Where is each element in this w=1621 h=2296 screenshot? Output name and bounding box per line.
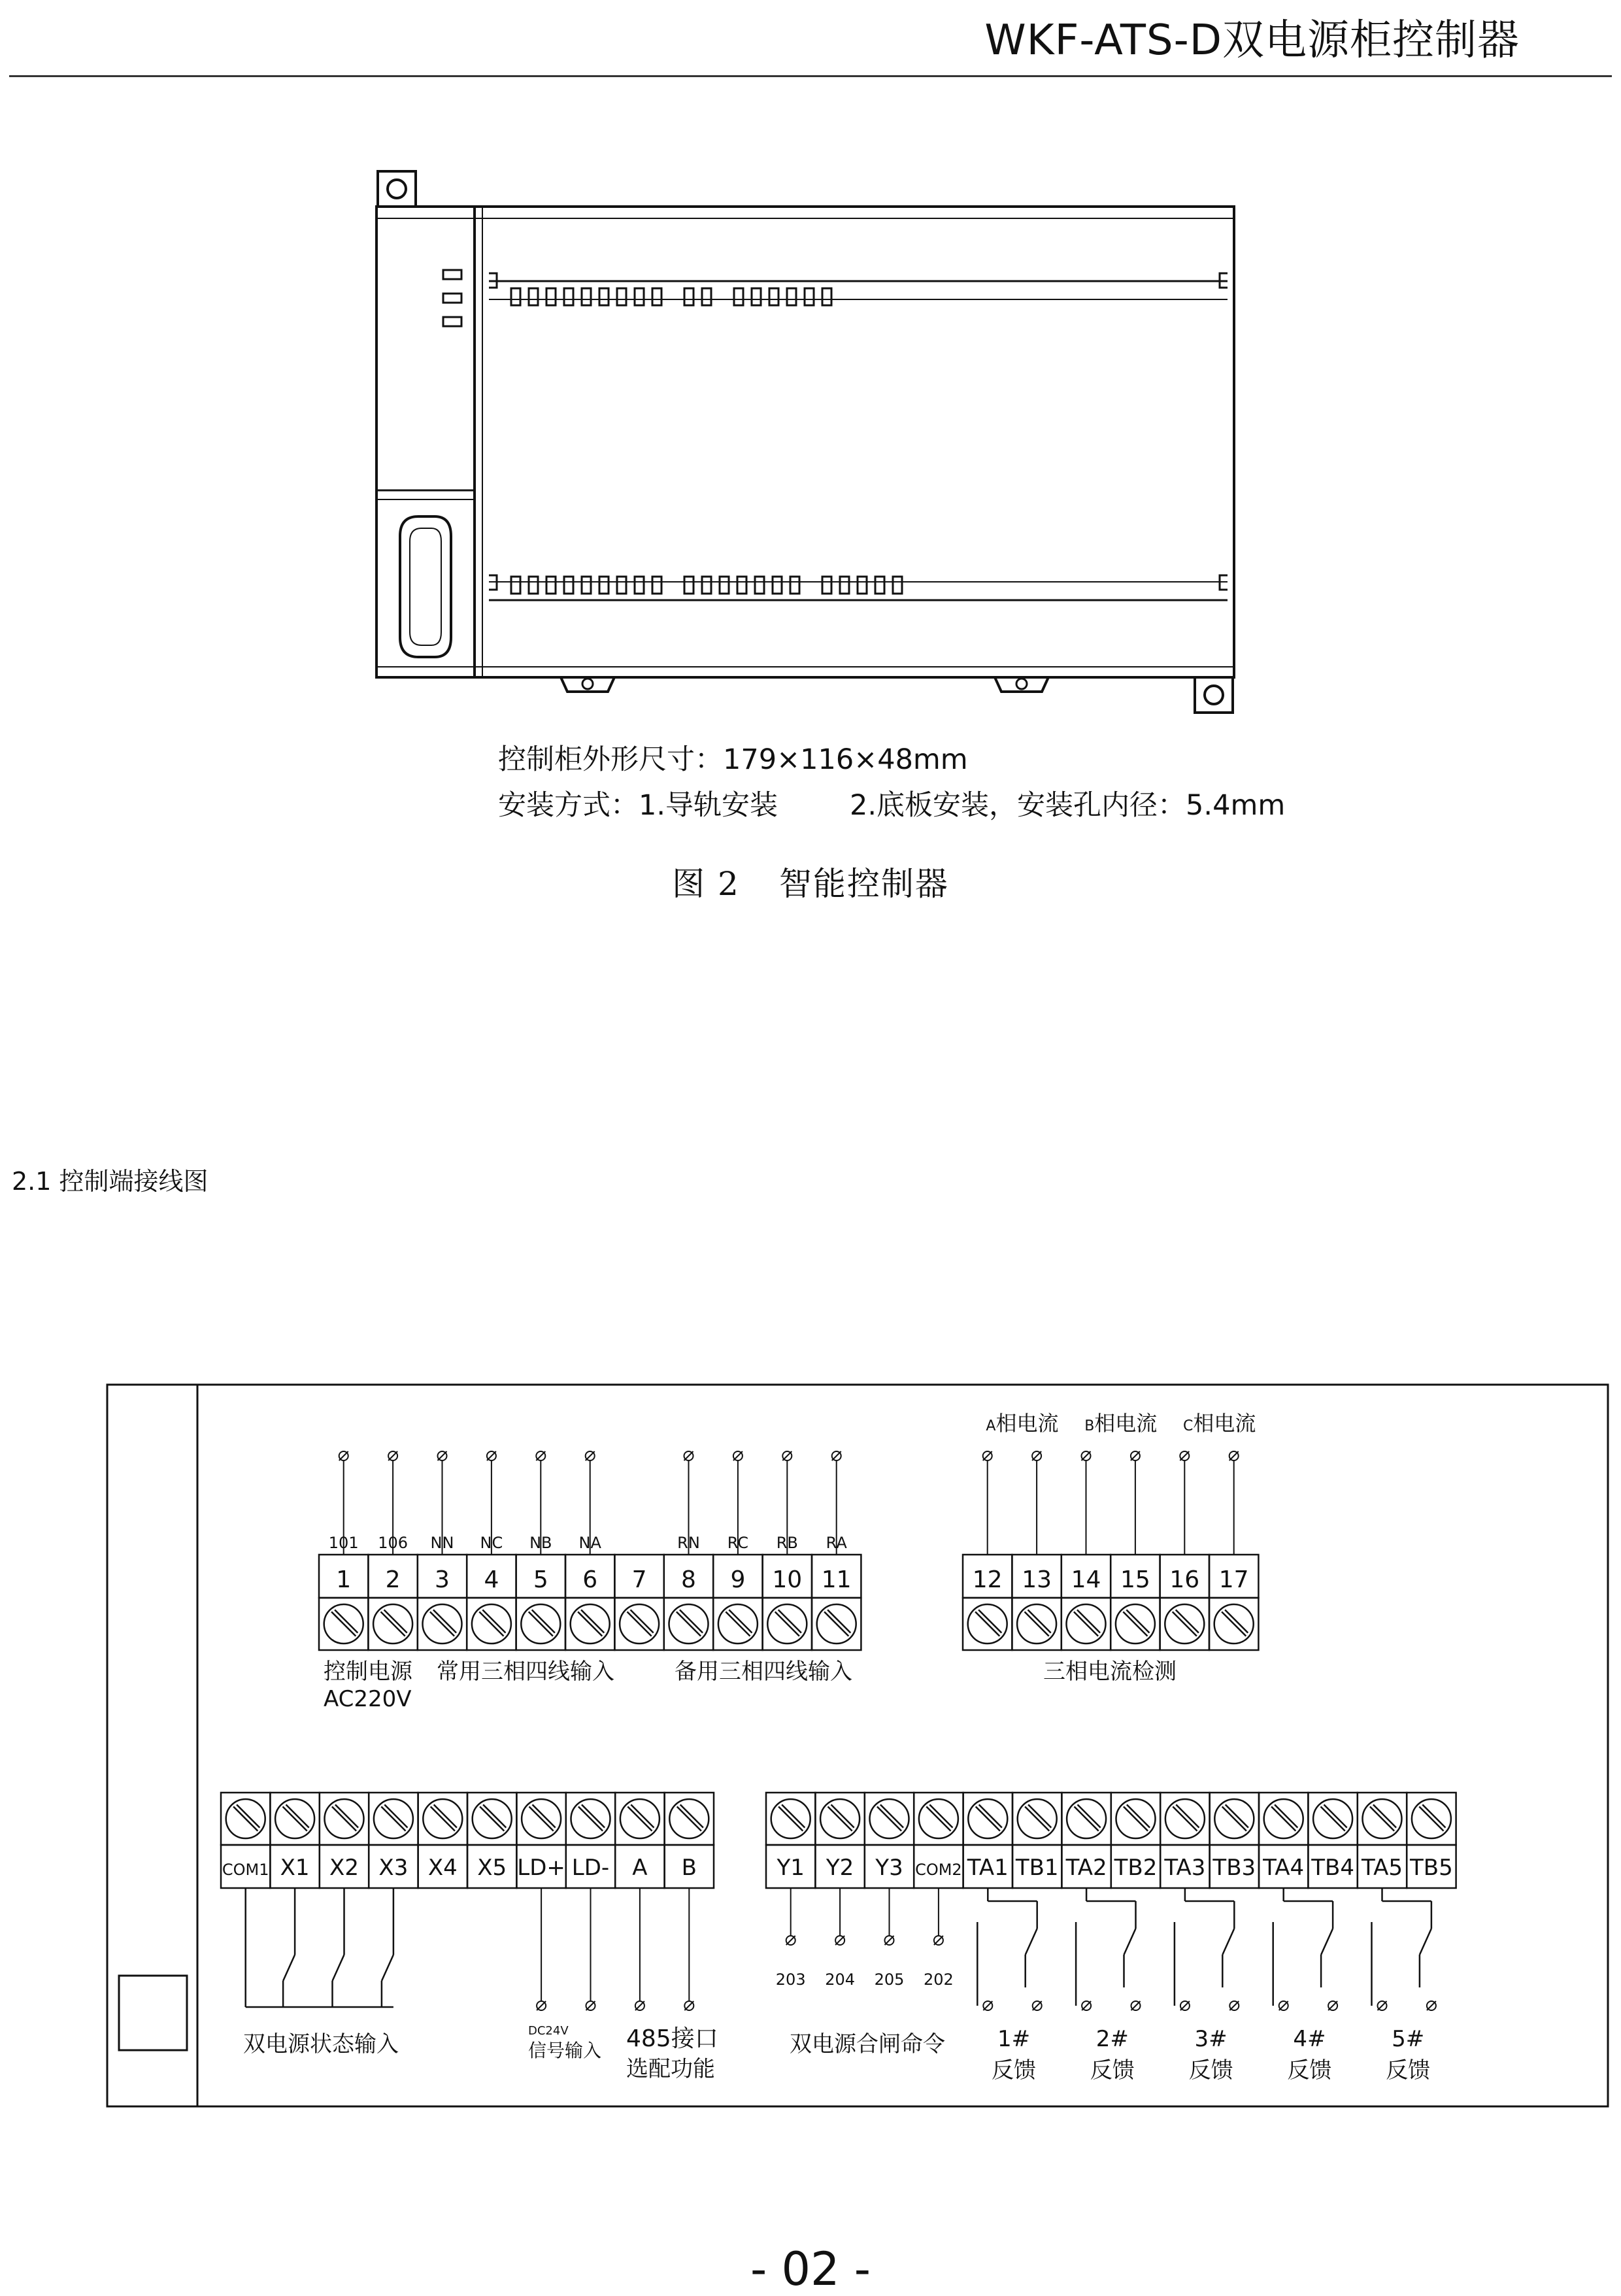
terminal-slot bbox=[769, 288, 778, 305]
figure-title: 智能控制器 bbox=[778, 865, 949, 903]
terminal-slot bbox=[564, 577, 573, 594]
mounting-spec-2: 2.底板安装，安装孔内径：5.4mm bbox=[850, 789, 1286, 822]
terminal-number-16: 16 bbox=[1169, 1566, 1200, 1593]
terminal-slot bbox=[617, 288, 626, 305]
terminal-slot bbox=[858, 577, 867, 594]
terminal-slot bbox=[564, 288, 573, 305]
terminal-slot bbox=[582, 577, 591, 594]
terminal-number-12: 12 bbox=[972, 1566, 1003, 1593]
terminal-slot bbox=[755, 577, 764, 594]
feedback-contact-3 bbox=[1175, 1888, 1239, 2084]
output-code-204: 204 bbox=[825, 1970, 856, 1989]
terminal-code-NN: NN bbox=[430, 1534, 454, 1552]
terminal-slot bbox=[875, 577, 884, 594]
terminal-2 bbox=[368, 1451, 417, 1650]
terminal-number-9: 9 bbox=[730, 1566, 746, 1593]
terminal-label-LD-: LD- bbox=[571, 1855, 610, 1881]
terminal-B bbox=[665, 1793, 714, 1888]
feedback-contact-4 bbox=[1273, 1888, 1337, 2084]
terminal-slot bbox=[546, 288, 556, 305]
terminal-label-TA1: TA1 bbox=[967, 1855, 1009, 1881]
terminal-TB3 bbox=[1210, 1793, 1259, 1888]
terminal-number-14: 14 bbox=[1071, 1566, 1101, 1593]
feedback-contact-5 bbox=[1372, 1888, 1436, 2084]
current-label-B bbox=[1084, 1411, 1157, 1436]
terminal-number-10: 10 bbox=[772, 1566, 803, 1593]
terminal-14 bbox=[1061, 1451, 1111, 1650]
group-label-backup-input: 备用三相四线输入 bbox=[675, 1659, 852, 1685]
terminal-slot bbox=[702, 288, 711, 305]
document-title: WKF-ATS-D双电源柜控制器 bbox=[984, 16, 1520, 65]
terminal-15 bbox=[1111, 1451, 1160, 1650]
feedback-contact-1 bbox=[977, 1888, 1041, 2084]
terminal-slot bbox=[511, 288, 520, 305]
terminal-code-NA: NA bbox=[578, 1534, 601, 1552]
terminal-slot bbox=[582, 288, 591, 305]
terminal-slot bbox=[684, 288, 694, 305]
terminal-slot bbox=[752, 288, 761, 305]
terminal-3 bbox=[418, 1451, 467, 1650]
terminal-code-RB: RB bbox=[776, 1534, 798, 1552]
terminal-label-X3: X3 bbox=[378, 1855, 409, 1881]
feedback-label: 反馈 bbox=[992, 2057, 1036, 2084]
terminal-8 bbox=[664, 1451, 713, 1650]
figure-caption bbox=[0, 858, 1621, 905]
led-indicator bbox=[443, 317, 461, 326]
terminal-number-13: 13 bbox=[1022, 1566, 1052, 1593]
terminal-label-A: A bbox=[632, 1855, 648, 1881]
terminal-9 bbox=[713, 1451, 762, 1650]
label-optional: 选配功能 bbox=[626, 2056, 715, 2082]
current-label: A相电流 bbox=[986, 1411, 1059, 1436]
terminal-label-TB5: TB5 bbox=[1410, 1855, 1453, 1881]
db9-port bbox=[400, 516, 451, 657]
terminal-number-11: 11 bbox=[821, 1566, 852, 1593]
terminal-slot bbox=[546, 577, 556, 594]
terminal-slot bbox=[822, 288, 831, 305]
current-label-A bbox=[986, 1411, 1058, 1436]
terminal-TA2 bbox=[1061, 1793, 1111, 1888]
terminal-number-1: 1 bbox=[336, 1566, 352, 1593]
terminal-slot bbox=[734, 288, 743, 305]
terminal-label-X4: X4 bbox=[427, 1855, 458, 1881]
feedback-number-1: 1# bbox=[997, 2026, 1031, 2052]
mounting-spec-1: 安装方式：1.导轨安装 bbox=[498, 789, 778, 822]
wiring-diagram bbox=[221, 1411, 1456, 2084]
terminal-label-TA5: TA5 bbox=[1361, 1855, 1403, 1881]
terminal-X3 bbox=[369, 1793, 418, 1888]
terminal-slot bbox=[652, 288, 661, 305]
terminal-slot bbox=[787, 288, 796, 305]
terminal-slot bbox=[893, 577, 902, 594]
terminal-A bbox=[615, 1793, 664, 1888]
terminal-label-X2: X2 bbox=[329, 1855, 359, 1881]
terminal-slot bbox=[822, 577, 831, 594]
terminal-TB1 bbox=[1012, 1793, 1061, 1888]
terminal-X2 bbox=[320, 1793, 369, 1888]
terminal-code-RN: RN bbox=[677, 1534, 700, 1552]
feedback-label: 反馈 bbox=[1287, 2057, 1332, 2084]
terminal-TA5 bbox=[1358, 1793, 1407, 1888]
current-label: B相电流 bbox=[1084, 1411, 1158, 1436]
led-indicator bbox=[443, 294, 461, 303]
terminal-TA3 bbox=[1160, 1793, 1209, 1888]
terminal-16 bbox=[1160, 1451, 1209, 1650]
terminal-label-LD+: LD+ bbox=[517, 1855, 565, 1881]
terminal-slots-top bbox=[511, 288, 831, 305]
terminal-label-TA3: TA3 bbox=[1164, 1855, 1206, 1881]
terminal-slot bbox=[805, 288, 814, 305]
terminal-number-15: 15 bbox=[1120, 1566, 1150, 1593]
terminal-X5 bbox=[467, 1793, 516, 1888]
terminal-13 bbox=[1012, 1451, 1061, 1650]
figure-number: 图 2 bbox=[672, 865, 740, 903]
terminal-number-5: 5 bbox=[533, 1566, 548, 1593]
terminal-COM2 bbox=[914, 1793, 963, 1888]
feedback-contact-2 bbox=[1076, 1888, 1140, 2084]
page-number: - 02 - bbox=[750, 2242, 871, 2296]
terminal-TB2 bbox=[1111, 1793, 1160, 1888]
group-label-normal-input: 常用三相四线输入 bbox=[437, 1659, 614, 1685]
status-input-wiring bbox=[246, 1888, 393, 2007]
terminal-code-NC: NC bbox=[480, 1534, 503, 1552]
terminal-label-X5: X5 bbox=[477, 1855, 507, 1881]
terminal-TA1 bbox=[963, 1793, 1012, 1888]
feedback-number-2: 2# bbox=[1095, 2026, 1129, 2052]
terminal-label-TA2: TA2 bbox=[1065, 1855, 1107, 1881]
terminal-slot bbox=[599, 288, 609, 305]
terminal-4 bbox=[467, 1451, 516, 1650]
label-status-input: 双电源状态输入 bbox=[243, 2031, 399, 2057]
terminal-slot bbox=[529, 288, 538, 305]
feedback-number-3: 3# bbox=[1194, 2026, 1228, 2052]
terminal-code-101: 101 bbox=[328, 1534, 359, 1552]
terminal-TB4 bbox=[1308, 1793, 1357, 1888]
mounting-spec bbox=[498, 783, 1285, 823]
feedback-label: 反馈 bbox=[1188, 2057, 1233, 2084]
terminal-label-Y3: Y3 bbox=[875, 1855, 903, 1881]
terminal-5 bbox=[516, 1451, 565, 1650]
label-close-command: 双电源合闸命令 bbox=[790, 2031, 945, 2057]
group-label-current-detect: 三相电流检测 bbox=[1043, 1659, 1177, 1685]
group-label-power: 控制电源 bbox=[324, 1659, 412, 1685]
feedback-label: 反馈 bbox=[1090, 2057, 1135, 2084]
output-code-205: 205 bbox=[874, 1970, 905, 1989]
current-label-C bbox=[1183, 1411, 1256, 1436]
ground-box bbox=[119, 1976, 187, 2050]
feedback-label: 反馈 bbox=[1386, 2057, 1431, 2084]
terminal-slot bbox=[635, 577, 644, 594]
terminal-7 bbox=[614, 1555, 663, 1650]
terminal-slot bbox=[684, 577, 694, 594]
terminal-label-TA4: TA4 bbox=[1263, 1855, 1305, 1881]
terminal-slot bbox=[529, 577, 538, 594]
terminal-Y2 bbox=[815, 1793, 864, 1888]
terminal-number-8: 8 bbox=[681, 1566, 696, 1593]
terminal-slot bbox=[511, 577, 520, 594]
terminal-COM1 bbox=[221, 1793, 270, 1888]
terminal-17 bbox=[1209, 1451, 1258, 1650]
feedback-number-5: 5# bbox=[1392, 2026, 1425, 2052]
current-label: C相电流 bbox=[1183, 1411, 1256, 1436]
terminal-label-Y2: Y2 bbox=[826, 1855, 854, 1881]
terminal-slot bbox=[617, 577, 626, 594]
terminal-Y1 bbox=[766, 1793, 815, 1888]
terminal-code-RC: RC bbox=[727, 1534, 749, 1552]
section-heading: 2.1 控制端接线图 bbox=[12, 1167, 209, 1196]
terminal-slot bbox=[790, 577, 799, 594]
terminal-slot bbox=[720, 577, 729, 594]
terminal-label-TB4: TB4 bbox=[1311, 1855, 1354, 1881]
terminal-12 bbox=[963, 1451, 1012, 1650]
terminal-slot bbox=[635, 288, 644, 305]
output-code-203: 203 bbox=[775, 1970, 806, 1989]
terminal-label-TB3: TB3 bbox=[1212, 1855, 1256, 1881]
controller-housing bbox=[376, 207, 1234, 677]
terminal-number-7: 7 bbox=[631, 1566, 647, 1593]
terminal-slot bbox=[599, 577, 609, 594]
terminal-slot bbox=[652, 577, 661, 594]
terminal-code-RA: RA bbox=[826, 1534, 847, 1552]
terminal-slot bbox=[773, 577, 782, 594]
terminal-number-17: 17 bbox=[1218, 1566, 1249, 1593]
terminal-number-3: 3 bbox=[435, 1566, 450, 1593]
terminal-X1 bbox=[270, 1793, 319, 1888]
terminal-label-Y1: Y1 bbox=[777, 1855, 805, 1881]
terminal-6 bbox=[565, 1451, 614, 1650]
output-code-202: 202 bbox=[923, 1970, 954, 1989]
feedback-number-4: 4# bbox=[1293, 2026, 1326, 2052]
terminal-label-B: B bbox=[681, 1855, 697, 1881]
mount-tab-bottom-right bbox=[1195, 677, 1233, 713]
terminal-number-4: 4 bbox=[484, 1566, 499, 1593]
terminal-label-TB2: TB2 bbox=[1114, 1855, 1158, 1881]
terminal-10 bbox=[763, 1451, 812, 1650]
label-signal-input: 信号输入 bbox=[528, 2040, 602, 2061]
terminal-label-TB1: TB1 bbox=[1015, 1855, 1059, 1881]
terminal-11 bbox=[812, 1451, 861, 1650]
controller-outline-drawing bbox=[376, 171, 1234, 713]
terminal-LD+ bbox=[516, 1793, 565, 1888]
terminal-label-X1: X1 bbox=[280, 1855, 310, 1881]
terminal-1 bbox=[319, 1451, 368, 1650]
terminal-TA4 bbox=[1259, 1793, 1308, 1888]
terminal-label-COM2: COM2 bbox=[915, 1861, 962, 1879]
terminal-slot bbox=[737, 577, 746, 594]
terminal-number-2: 2 bbox=[385, 1566, 401, 1593]
led-indicator bbox=[443, 270, 461, 279]
terminal-LD- bbox=[566, 1793, 615, 1888]
terminal-slots-bottom bbox=[511, 577, 902, 594]
group-label-power-voltage: AC220V bbox=[324, 1686, 412, 1712]
label-dc24v: DC24V bbox=[528, 2024, 569, 2038]
label-rs485: 485接口 bbox=[626, 2025, 718, 2052]
terminal-slot bbox=[702, 577, 711, 594]
terminal-code-NB: NB bbox=[529, 1534, 552, 1552]
terminal-slot bbox=[840, 577, 849, 594]
terminal-number-6: 6 bbox=[582, 1566, 598, 1593]
terminal-label-COM1: COM1 bbox=[222, 1861, 269, 1879]
terminal-Y3 bbox=[865, 1793, 914, 1888]
dimension-spec: 控制柜外形尺寸：179×116×48mm bbox=[498, 743, 968, 776]
mount-tab-top-left bbox=[378, 171, 416, 207]
terminal-TB5 bbox=[1407, 1793, 1456, 1888]
terminal-code-106: 106 bbox=[378, 1534, 409, 1552]
terminal-X4 bbox=[418, 1793, 467, 1888]
